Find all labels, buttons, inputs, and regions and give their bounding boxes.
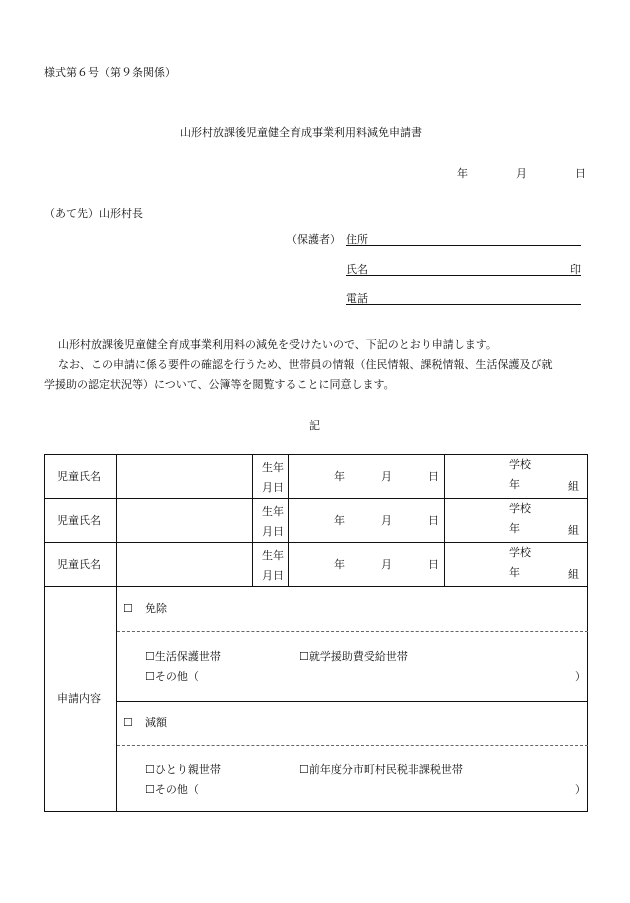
close-paren: ） <box>575 670 586 683</box>
addressee: （あて先）山形村長 <box>44 207 143 220</box>
school-label: 学校 <box>509 502 531 515</box>
address-label: 住所 <box>346 233 368 246</box>
birth-label-1: 生年 <box>262 505 284 518</box>
application-label: 申請内容 <box>57 692 101 705</box>
phone-field[interactable] <box>346 293 581 305</box>
birth-date-input[interactable] <box>289 543 445 587</box>
option-exemption-other[interactable]: ☐その他（ <box>145 670 199 683</box>
date-day: 日 <box>575 167 586 180</box>
date-month: 月 <box>516 167 527 180</box>
birth-date-input[interactable] <box>289 499 445 543</box>
page-title: 山形村放課後児童健全育成事業利用料減免申請書 <box>180 126 422 139</box>
child-row <box>45 455 588 499</box>
body-line-2: なお、この申請に係る要件の確認を行うため、世帯員の情報（住民情報、課税情報、生活保護及び就 <box>58 358 553 371</box>
guardian-label: （保護者） <box>286 233 341 246</box>
close-paren: ） <box>575 783 586 796</box>
application-row <box>45 587 588 812</box>
application-label-cell <box>45 587 117 812</box>
birth-label-1: 生年 <box>262 549 284 562</box>
option-tax-exempt[interactable]: ☐前年度分市町村民税非課税世帯 <box>299 763 463 776</box>
child-label-cell <box>45 543 117 587</box>
grade-year-unit: 年 <box>509 522 520 535</box>
class-unit: 組 <box>568 568 579 581</box>
exemption-checkbox[interactable]: ☐ <box>123 602 133 615</box>
birth-day-unit: 日 <box>428 558 439 571</box>
divider <box>117 701 588 702</box>
birth-label-cell <box>253 543 289 587</box>
child-label-cell <box>45 499 117 543</box>
option-welfare[interactable]: ☐生活保護世帯 <box>145 650 221 663</box>
class-unit: 組 <box>568 480 579 493</box>
birth-day-unit: 日 <box>428 470 439 483</box>
birth-label-2: 月日 <box>262 569 284 582</box>
option-school-aid[interactable]: ☐就学援助費受給世帯 <box>299 650 408 663</box>
birth-month-unit: 月 <box>381 470 392 483</box>
exemption-label: 免除 <box>145 602 167 615</box>
name-label: 氏名 <box>346 263 368 276</box>
birth-date-input[interactable] <box>289 455 445 499</box>
school-grade-input[interactable] <box>445 499 588 543</box>
name-field[interactable] <box>346 264 581 276</box>
school-grade-input[interactable] <box>445 455 588 499</box>
school-label: 学校 <box>509 458 531 471</box>
option-single-parent[interactable]: ☐ひとり親世帯 <box>145 763 221 776</box>
phone-label: 電話 <box>346 292 368 305</box>
birth-label-2: 月日 <box>262 481 284 494</box>
birth-year-unit: 年 <box>334 558 345 571</box>
reduction-label: 減額 <box>145 716 167 729</box>
body-line-3: 学援助の認定状況等）について、公簿等を閲覧することに同意します。 <box>44 378 395 391</box>
birth-label-2: 月日 <box>262 525 284 538</box>
child-label: 児童氏名 <box>57 558 101 571</box>
birth-year-unit: 年 <box>334 514 345 527</box>
divider <box>117 631 588 632</box>
form-number: 様式第６号（第９条関係） <box>44 66 176 79</box>
class-unit: 組 <box>568 524 579 537</box>
application-table <box>44 454 588 812</box>
child-row <box>45 543 588 587</box>
divider <box>117 745 588 746</box>
address-field[interactable] <box>346 234 581 246</box>
date-year: 年 <box>457 167 468 180</box>
seal-mark: 印 <box>570 263 581 276</box>
body-line-1: 山形村放課後児童健全育成事業利用料の減免を受けたいので、下記のとおり申請します。 <box>58 338 497 351</box>
birth-label-1: 生年 <box>262 461 284 474</box>
birth-month-unit: 月 <box>381 558 392 571</box>
birth-label-cell <box>253 455 289 499</box>
school-grade-input[interactable] <box>445 543 588 587</box>
school-label: 学校 <box>509 546 531 559</box>
grade-year-unit: 年 <box>509 478 520 491</box>
birth-month-unit: 月 <box>381 514 392 527</box>
child-label: 児童氏名 <box>57 514 101 527</box>
child-name-input[interactable] <box>117 499 253 543</box>
application-content-cell <box>117 587 588 812</box>
child-label: 児童氏名 <box>57 470 101 483</box>
birth-day-unit: 日 <box>428 514 439 527</box>
child-name-input[interactable] <box>117 455 253 499</box>
child-name-input[interactable] <box>117 543 253 587</box>
child-row <box>45 499 588 543</box>
grade-year-unit: 年 <box>509 566 520 579</box>
child-label-cell <box>45 455 117 499</box>
reduction-checkbox[interactable]: ☐ <box>123 716 133 729</box>
option-reduction-other[interactable]: ☐その他（ <box>145 783 199 796</box>
birth-year-unit: 年 <box>334 470 345 483</box>
birth-label-cell <box>253 499 289 543</box>
ki-mark: 記 <box>309 419 320 432</box>
